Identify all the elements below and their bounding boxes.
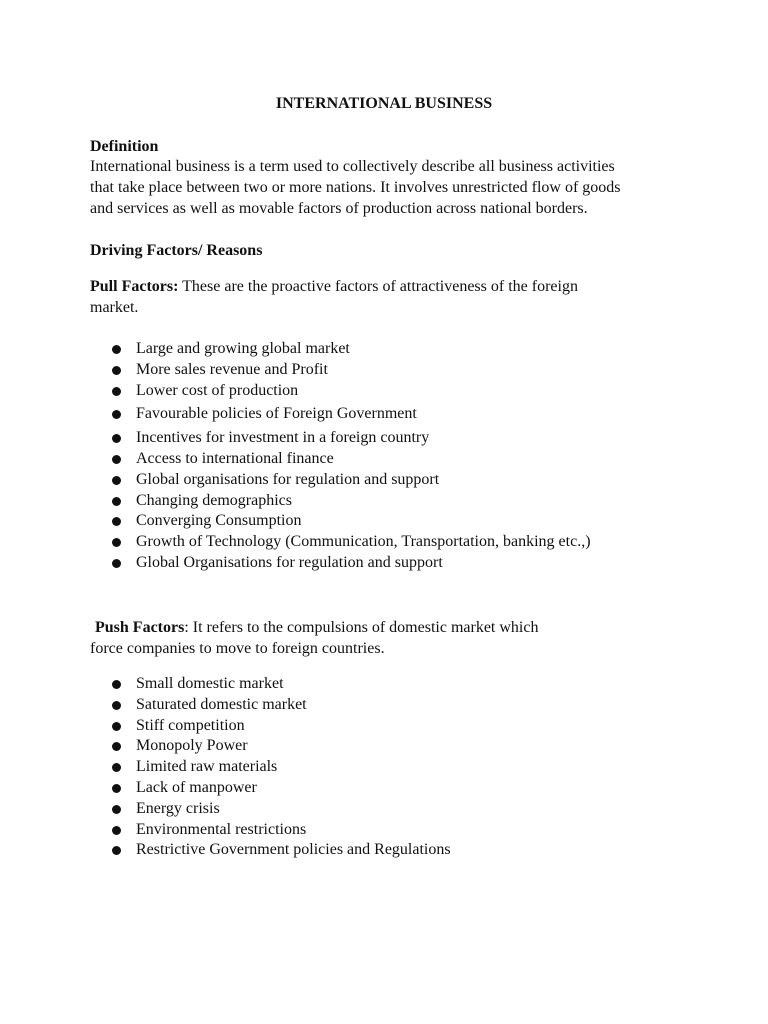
bullet-icon xyxy=(112,517,121,526)
bullet-icon xyxy=(112,805,121,814)
list-item-text: Small domestic market xyxy=(136,675,284,692)
pull-factors-text: These are the proactive factors of attractiveness of the foreign xyxy=(178,278,578,295)
list-item-text: Stiff competition xyxy=(136,716,245,734)
list-item-text: Lower cost of production xyxy=(136,381,299,399)
list-item xyxy=(110,470,591,491)
list-item xyxy=(110,553,591,574)
list-item xyxy=(110,511,591,532)
list-item xyxy=(110,820,451,841)
definition-line: International business is a term used to collectively describe all business activities xyxy=(90,158,615,175)
list-item xyxy=(110,360,591,381)
list-item-text: Large and growing global market xyxy=(136,340,350,357)
push-factors-list xyxy=(110,674,451,861)
list-item-text: More sales revenue and Profit xyxy=(136,360,328,378)
pull-factors-text: market. xyxy=(90,299,139,316)
list-item-text: Changing demographics xyxy=(136,491,292,509)
list-item-text: Monopoly Power xyxy=(136,737,248,755)
push-factors-text: force companies to move to foreign countries. xyxy=(90,640,385,657)
bullet-icon xyxy=(112,366,121,375)
list-item-text: Saturated domestic market xyxy=(136,695,307,713)
list-item-text: Energy crisis xyxy=(136,799,220,817)
list-item xyxy=(110,428,591,449)
bullet-icon xyxy=(112,826,121,835)
push-factors-label: Push Factors xyxy=(95,619,185,636)
bullet-icon xyxy=(112,410,121,419)
list-item-text: Converging Consumption xyxy=(136,512,302,530)
list-item xyxy=(110,716,451,737)
list-item-text: Global organisations for regulation and support xyxy=(136,470,440,488)
list-item-text: Growth of Technology (Communication, Transportation, banking etc.,) xyxy=(136,533,591,551)
list-item xyxy=(110,736,451,757)
list-item xyxy=(110,339,591,360)
list-item xyxy=(110,778,451,799)
bullet-icon xyxy=(112,476,121,485)
list-item xyxy=(110,381,591,402)
list-item xyxy=(110,757,451,778)
list-item xyxy=(110,799,451,820)
list-item-text: Favourable policies of Foreign Government xyxy=(136,405,417,423)
list-item xyxy=(110,449,591,470)
list-item xyxy=(110,840,451,861)
list-item xyxy=(110,695,451,716)
bullet-icon xyxy=(112,784,121,793)
list-item-text: Access to international finance xyxy=(136,449,334,467)
definition-heading: Definition xyxy=(90,138,159,155)
list-item-text: Limited raw materials xyxy=(136,758,278,776)
pull-factors-paragraph xyxy=(90,276,690,318)
list-item-text: Global Organisations for regulation and support xyxy=(136,553,443,571)
bullet-icon xyxy=(112,722,121,731)
bullet-icon xyxy=(112,455,121,464)
driving-factors-heading: Driving Factors/ Reasons xyxy=(90,242,263,259)
pull-factors-list xyxy=(110,339,591,574)
list-item xyxy=(110,532,591,553)
list-item-text: Restrictive Government policies and Regulations xyxy=(136,841,451,859)
list-item xyxy=(110,674,451,695)
bullet-icon xyxy=(112,680,121,689)
bullet-icon xyxy=(112,701,121,710)
bullet-icon xyxy=(112,434,121,443)
list-item xyxy=(110,404,591,425)
list-item-text: Incentives for investment in a foreign country xyxy=(136,429,430,447)
bullet-icon xyxy=(112,345,121,354)
bullet-icon xyxy=(112,497,121,506)
bullet-icon xyxy=(112,742,121,751)
push-factors-paragraph xyxy=(90,617,695,659)
bullet-icon xyxy=(112,846,121,855)
bullet-icon xyxy=(112,763,121,772)
definition-line: that take place between two or more nations. It involves unrestricted flow of goods xyxy=(90,179,621,196)
push-factors-text: : It refers to the compulsions of domestic market which xyxy=(184,619,539,636)
list-item-text: Environmental restrictions xyxy=(136,820,307,838)
list-item-text: Lack of manpower xyxy=(136,778,257,796)
bullet-icon xyxy=(112,559,121,568)
bullet-icon xyxy=(112,387,121,396)
pull-factors-label: Pull Factors: xyxy=(90,278,179,295)
definition-paragraph xyxy=(90,156,690,219)
definition-line: and services as well as movable factors of production across national borders. xyxy=(90,200,588,217)
list-item xyxy=(110,491,591,512)
bullet-icon xyxy=(112,538,121,547)
document-title: INTERNATIONAL BUSINESS xyxy=(275,95,493,112)
